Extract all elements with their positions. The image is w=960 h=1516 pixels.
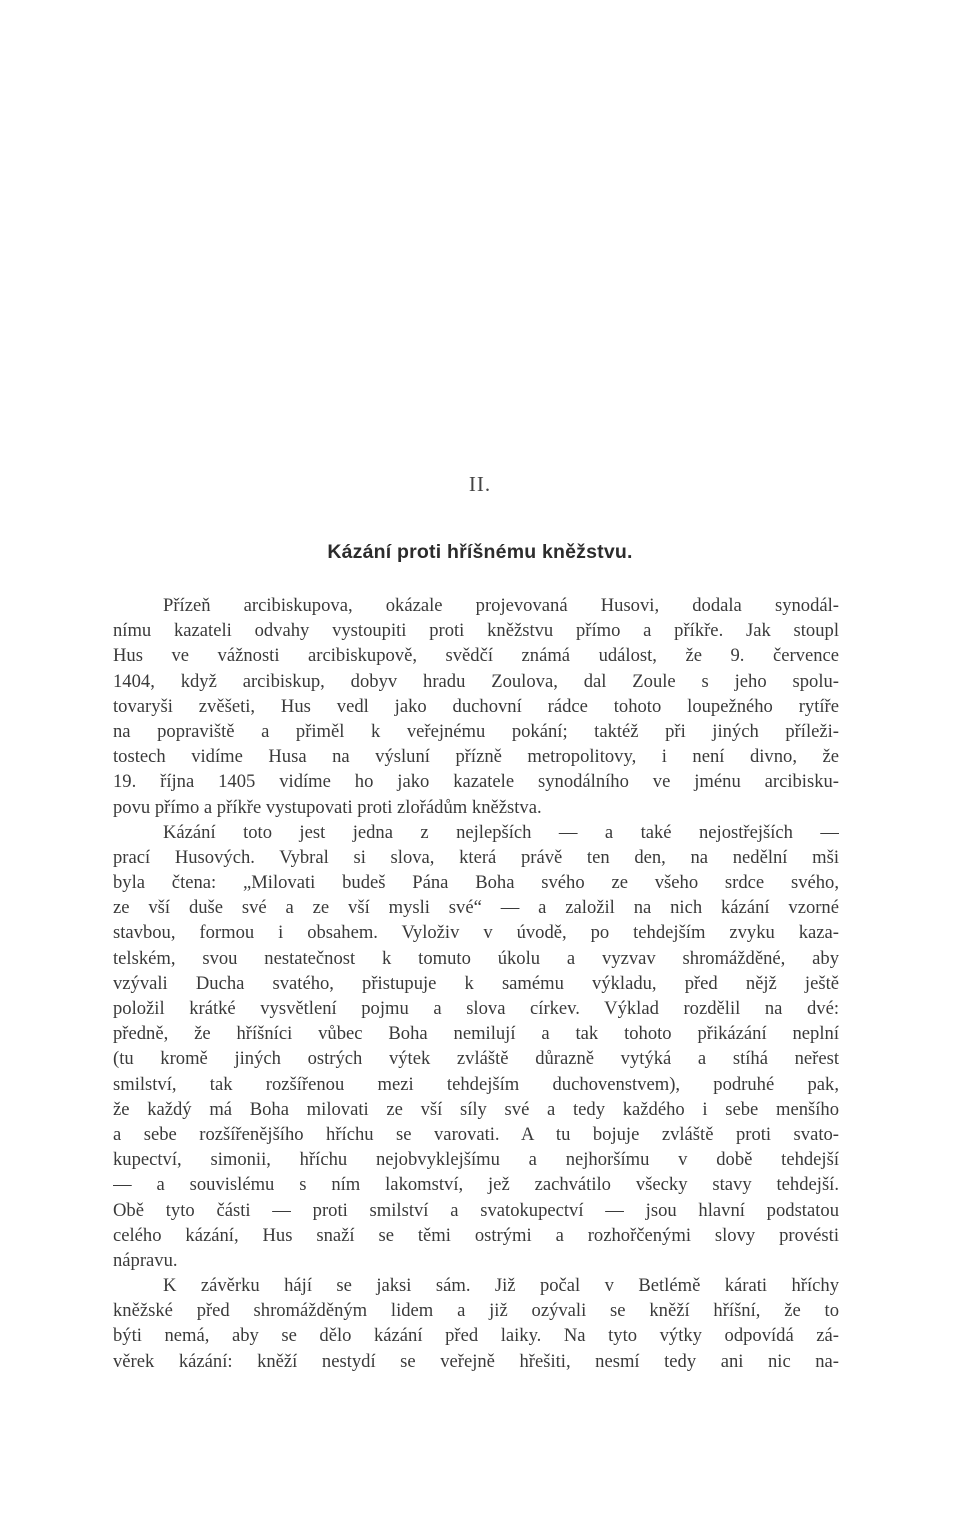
text-line: tovaryši zvěšeti, Hus vedl jako duchovní rádce tohoto loupežného rytíře: [113, 695, 839, 717]
text-line: prací Husových. Vybral si slova, která právě ten den, na nedělní mši: [113, 846, 839, 868]
text-line: Kázání toto jest jedna z nejlepších — a také nejostřejších —: [163, 821, 839, 843]
text-line: předně, že hříšníci vůbec Boha nemilují a tak tohoto přikázání neplní: [113, 1023, 839, 1045]
text-line: telském, svou nestatečnost k tomuto úkolu a vyzvav shromážděné, aby: [113, 947, 839, 969]
text-line: býti nemá, aby se dělo kázání před laiky. Na tyto výtky odpovídá zá-: [113, 1325, 839, 1347]
text-line: 19. října 1405 vidíme ho jako kazatele synodálního ve jménu arcibisku-: [113, 771, 839, 793]
text-line: ze vší duše své a ze vší mysli své“ — a založil na nich kázání vzorné: [113, 897, 839, 919]
paragraph: [113, 1273, 839, 1374]
paragraph: [113, 820, 839, 1273]
text-line: kněžské před shromážděným lidem a již ozývali se kněží hříšní, že to: [113, 1300, 839, 1322]
text-line: že každý má Boha milovati ze vší síly své a tedy každého i sebe menšího: [113, 1098, 839, 1120]
text-line: Hus ve vážnosti arcibiskupově, svědčí známá událost, že 9. července: [113, 645, 839, 667]
text-line: tostech vidíme Husa na výsluní přízně metropolitovy, i není divno, že: [113, 746, 839, 768]
text-line: vzývali Ducha svatého, přistupuje k samému výkladu, před nějž ještě: [113, 972, 839, 994]
text-line: kupectví, simonii, hříchu nejobvyklejšímu a nejhoršímu v době tehdejší: [113, 1149, 839, 1171]
text-line: byla čtena: „Milovati budeš Pána Boha svého ze všeho srdce svého,: [113, 872, 839, 894]
chapter-title: Kázání proti hříšnému kněžstvu.: [327, 541, 633, 563]
text-line: a sebe rozšířenějšího hříchu se varovati. A tu bojuje zvláště proti svato-: [113, 1123, 839, 1145]
text-line: celého kázání, Hus snaží se těmi ostrými a rozhořčenými slovy provésti: [113, 1224, 839, 1246]
text-line: — a souvislému s ním lakomství, jež zachvátilo všecky stavy tehdejší.: [113, 1174, 839, 1196]
text-line: povu přímo a příkře vystupovati proti zlořádům kněžstva.: [113, 796, 542, 818]
paragraph: [113, 593, 839, 820]
text-line: 1404, když arcibiskup, dobyv hradu Zoulova, dal Zoule s jeho spolu-: [113, 670, 839, 692]
text-line: Obě tyto části — proti smilství a svatokupectví — jsou hlavní podstatou: [113, 1199, 839, 1221]
text-line: smilství, tak rozšířenou mezi tehdejším duchovenstvem), podruhé pak,: [113, 1073, 839, 1095]
chapter-number: II.: [468, 472, 492, 496]
text-line: položil krátké vysvětlení pojmu a slova církev. Výklad rozdělil na dvé:: [113, 998, 839, 1019]
text-line: na popraviště a přiměl k veřejnému pokání; taktéž při jiných příleži-: [113, 720, 839, 742]
text-line: (tu kromě jiných ostrých výtek zvláště důrazně vytýká a stíhá neřest: [113, 1048, 839, 1070]
text-line: nápravu.: [113, 1249, 178, 1271]
text-line: stavbou, formou i obsahem. Vyloživ v úvodě, po tehdejším zvyku kaza-: [113, 922, 839, 944]
text-line: Přízeň arcibiskupova, okázale projevovaná Husovi, dodala synodál-: [163, 595, 839, 616]
text-line: K závěrku hájí se jaksi sám. Již počal v Betlémě kárati hříchy: [163, 1275, 839, 1297]
text-line: nímu kazateli odvahy vystoupiti proti kněžstvu přímo a příkře. Jak stoupl: [113, 620, 839, 642]
body-text: [113, 593, 839, 1374]
text-line: věrek kázání: kněží nestydí se veřejně hřešiti, nesmí tedy ani nic na-: [113, 1350, 839, 1372]
